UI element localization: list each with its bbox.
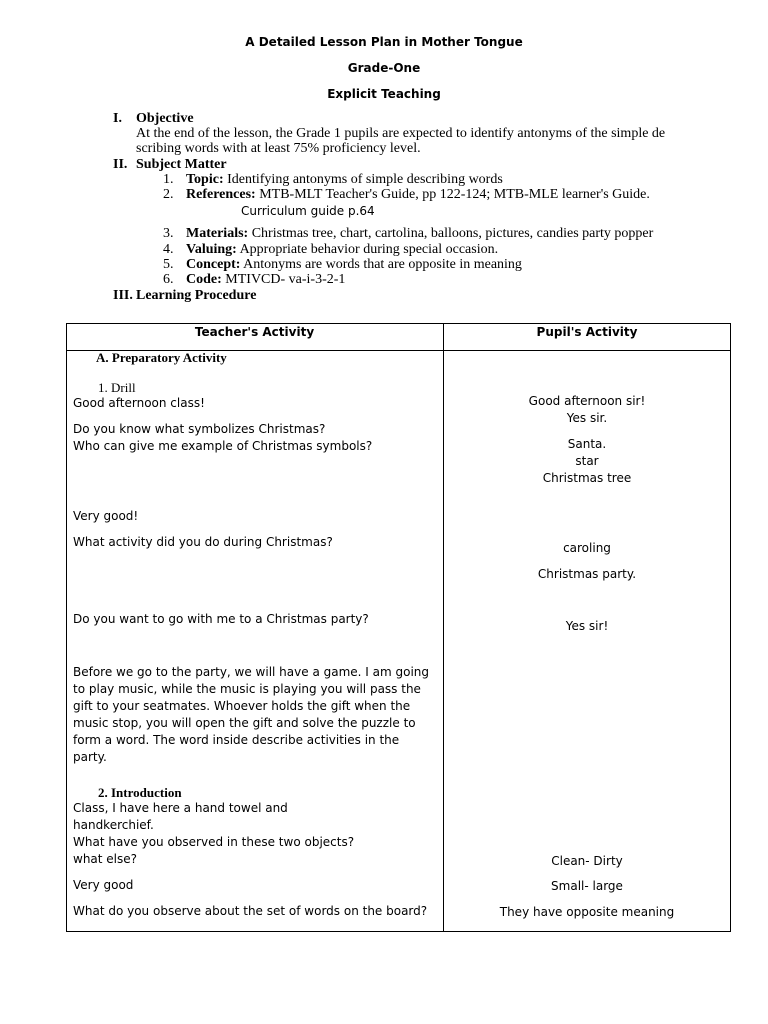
teacher-line: Very good (73, 878, 134, 892)
objective-heading: Objective (136, 111, 194, 126)
pupil-line: They have opposite meaning (499, 905, 675, 919)
subject-item-text: MTB-MLT Teacher's Guide, pp 122-124; MTB-MLE learner's Guide. (255, 187, 650, 202)
introduction-heading: 2. Introduction (98, 785, 182, 800)
procedure-numeral: III. (113, 288, 133, 303)
pupil-activity-header: Pupil's Activity (536, 325, 638, 339)
teacher-activity-header: Teacher's Activity (194, 325, 315, 339)
teacher-line: What activity did you do during Christmas? (73, 535, 333, 549)
subject-item-label: Code: (186, 272, 222, 287)
subject-item-text: Identifying antonyms of simple describing words (223, 172, 503, 187)
teacher-line: Good afternoon class! (73, 396, 205, 410)
subject-item-concept (186, 257, 522, 273)
teacher-line: What do you observe about the set of words on the board? (73, 904, 428, 918)
subject-item-number: 6. (163, 272, 174, 287)
subject-item-number: 5. (163, 257, 174, 272)
pupil-line: caroling (563, 541, 611, 555)
subject-item-references (186, 187, 650, 203)
subject-item-text: MTIVCD- va-i-3-2-1 (221, 272, 346, 287)
subject-item-number: 2. (163, 187, 174, 202)
procedure-heading: Learning Procedure (136, 288, 257, 303)
table-border-top (66, 323, 731, 324)
subject-item-number: 1. (163, 172, 174, 187)
teacher-line: Who can give me example of Christmas symbols? (73, 439, 373, 453)
pupil-line: star (575, 454, 599, 468)
subject-item-label: Materials: (186, 226, 249, 241)
subject-item-topic (186, 172, 503, 188)
document-title: A Detailed Lesson Plan in Mother Tongue (245, 35, 523, 49)
subject-item-number: 4. (163, 242, 174, 257)
drill-heading: 1. Drill (98, 380, 136, 395)
pupil-line: Yes sir! (565, 619, 609, 633)
subject-item-code (186, 272, 345, 288)
objective-numeral: I. (113, 111, 122, 126)
approach-heading: Explicit Teaching (327, 87, 441, 101)
subject-item-text: Christmas tree, chart, cartolina, balloons, pictures, candies party popper (248, 226, 654, 241)
pupil-line: Santa. (567, 437, 607, 451)
grade-heading: Grade-One (347, 61, 421, 75)
pupil-line: Christmas party. (537, 567, 637, 581)
table-border-bottom (66, 931, 731, 932)
teacher-line: Do you want to go with me to a Christmas party? (73, 612, 369, 626)
subject-item-text: Appropriate behavior during special occasion. (236, 242, 499, 257)
pupil-line: Clean- Dirty (551, 854, 623, 868)
table-border-left (66, 323, 67, 932)
subject-item-label: Topic: (186, 172, 224, 187)
table-border-right (730, 323, 731, 932)
teacher-game-instructions: Before we go to the party, we will have a game. I am going to play music, while the music is playing you will pass the gift to your seatmates. Whoever holds the gift when the music stop, you will open the gift and solve the puzzle to form a word. The word inside describe activities in the party. (73, 665, 430, 764)
objective-text-line1: At the end of the lesson, the Grade 1 pupils are expected to identify antonyms of the simple de (136, 126, 666, 141)
teacher-line: Very good! (73, 509, 139, 523)
objective-text-line2: scribing words with at least 75% proficiency level. (136, 141, 421, 156)
section-preparatory-activity: A. Preparatory Activity (96, 350, 227, 365)
teacher-line: Class, I have here a hand towel and (73, 801, 288, 815)
subject-matter-heading: Subject Matter (136, 157, 227, 172)
teacher-line: handkerchief. (73, 818, 154, 832)
teacher-line: what else? (73, 852, 138, 866)
subject-item-label: Valuing: (186, 242, 237, 257)
subject-item-valuing (186, 242, 498, 258)
subject-item-number: 3. (163, 226, 174, 241)
curriculum-guide-note: Curriculum guide p.64 (241, 204, 375, 218)
pupil-line: Small- large (551, 879, 623, 893)
subject-item-text: Antonyms are words that are opposite in meaning (240, 257, 522, 272)
pupil-line: Christmas tree (542, 471, 632, 485)
pupil-line: Good afternoon sir! (528, 394, 646, 408)
subject-matter-numeral: II. (113, 157, 128, 172)
teacher-line: What have you observed in these two objects? (73, 835, 355, 849)
subject-item-label: Concept: (186, 257, 241, 272)
subject-item-materials (186, 226, 653, 242)
pupil-line: Yes sir. (566, 411, 608, 425)
subject-item-label: References: (186, 187, 256, 202)
teacher-line: Do you know what symbolizes Christmas? (73, 422, 326, 436)
